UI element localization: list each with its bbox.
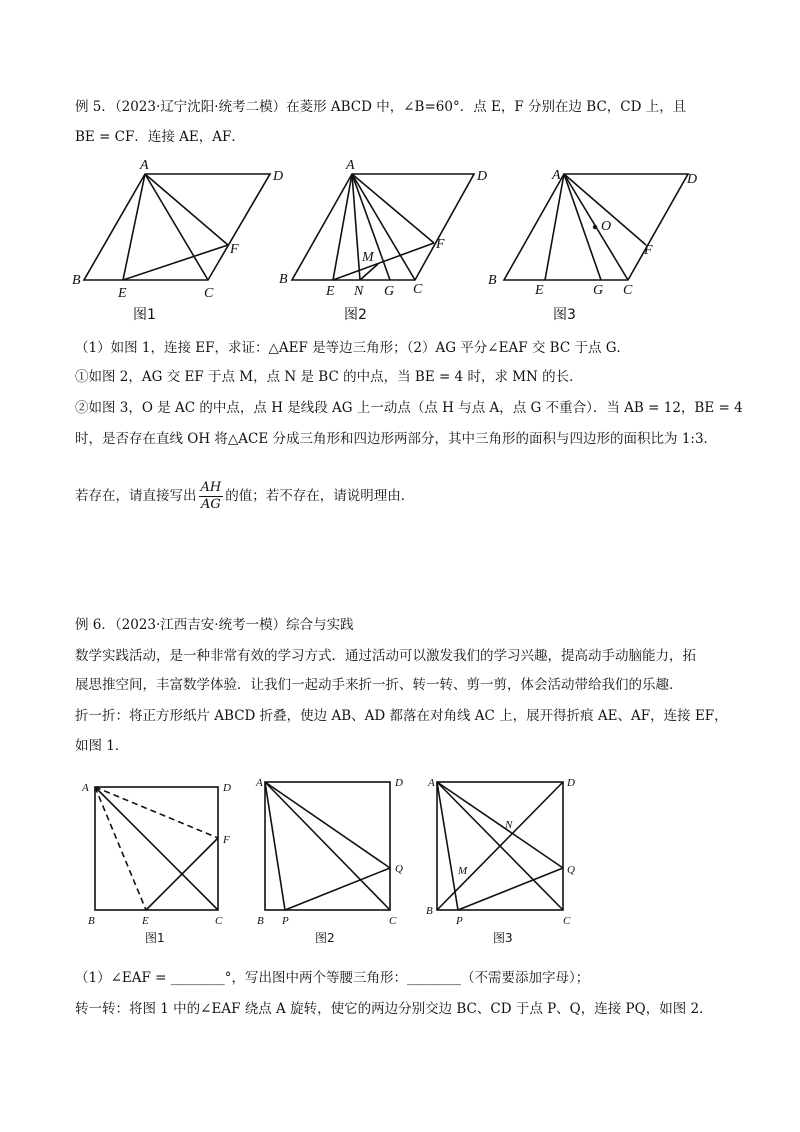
ex5-fig2-label-B: B (279, 272, 288, 287)
ex5-fig2-label-G: G (384, 284, 395, 299)
ex5-fig1-AE (123, 174, 145, 280)
ex5-fig3-label-D: D (687, 172, 698, 187)
ex5-fig3-label-C: C (623, 283, 633, 298)
ex5-figure-svg (60, 155, 760, 325)
ex6-fig2-label-Q: Q (395, 863, 403, 875)
ex5-fig2-label-M: M (362, 250, 374, 265)
ex6-fold-line-end: 如图 1． (75, 738, 129, 754)
ex5-condition-line: BE = CF．连接 AE，AF． (75, 129, 245, 145)
ex5-fig3-label-O: O (601, 219, 612, 234)
ex6-fig1-AE (95, 787, 146, 910)
ex5-fig2-label-N: N (354, 284, 364, 299)
ex5-q2b-suffix: 的值；若不存在，请说明理由． (225, 488, 415, 504)
ex5-fig1-AF (145, 174, 228, 245)
ex6-intro-line2: 展思推空间，丰富数学体验．让我们一起动手来折一折、转一转、剪一剪，体会活动带给我们的乐趣． (75, 677, 683, 693)
ex6-fig2-label-P: P (282, 915, 289, 927)
ex5-fig3-caption: 图3 (553, 307, 576, 323)
ex6-fig1-label-F: F (223, 834, 230, 846)
ex5-fig3-label-F: F (644, 243, 653, 258)
ex5-fig1-EF (123, 245, 228, 280)
ex6-fig1-caption: 图1 (145, 931, 165, 945)
ex6-fig3-label-Q: Q (567, 864, 575, 876)
ex6-title-line: 例 6．（2023·江西吉安·统考一模）综合与实践 (75, 617, 354, 633)
ex5-fig2-label-A: A (346, 158, 355, 173)
ex6-fig3-label-B: B (426, 905, 433, 917)
ex5-fig3-label-E: E (535, 283, 544, 298)
ex5-title-line: 例 5．（2023·辽宁沈阳·统考二模）在菱形 ABCD 中，∠B=60°．点 E，F 分别在边 BC，CD 上，且 (75, 99, 687, 115)
ex5-fig1-label-E: E (118, 286, 127, 301)
ex6-fig3-label-C: C (563, 915, 571, 927)
ex6-fig1-label-A: A (82, 782, 89, 794)
ex6-fig3-label-D: D (567, 777, 575, 789)
ex6-fig1-label-E: E (142, 915, 149, 927)
ex5-fig1-label-A: A (140, 158, 149, 173)
ex6-question-1: （1）∠EAF = ________°，写出图中两个等腰三角形：________（不需要添加字母）； (75, 970, 590, 986)
ex6-fig3-label-A: A (428, 777, 435, 789)
ex6-fig2-PQ (285, 868, 390, 910)
ex5-fig2-label-C: C (413, 282, 423, 297)
ex5-question-2b-line3 (75, 478, 735, 514)
ex5-fig2-label-E: E (326, 284, 335, 299)
ex5-fraction-AH-AG (199, 480, 224, 513)
ex6-fig2-AQ (265, 782, 390, 868)
ex6-fig3-PQ (458, 868, 563, 910)
ex6-fig3-label-N: N (505, 819, 513, 831)
ex6-fig1-label-C: C (215, 915, 223, 927)
ex5-figures (60, 155, 760, 325)
ex5-fig2-label-D: D (477, 169, 488, 184)
ex5-q2b-prefix: 若存在，请直接写出 (75, 488, 197, 504)
ex6-fig2-label-B: B (257, 915, 264, 927)
ex5-question-2a: ①如图 2，AG 交 EF 于点 M，点 N 是 BC 的中点，当 BE = 4 时，求 MN 的长． (75, 369, 583, 385)
ex5-fig1-label-C: C (204, 286, 214, 301)
fraction-numerator: AH (200, 480, 222, 495)
ex6-figure-svg (70, 770, 750, 950)
ex6-fig1-AF (95, 787, 218, 838)
ex6-fig1-label-B: B (88, 915, 95, 927)
ex6-fold-line: 折一折：将正方形纸片 ABCD 折叠，使边 AB、AD 都落在对角线 AC 上，展开得折痕 AE、AF，连接 EF， (75, 708, 728, 724)
ex6-fig2-label-A: A (256, 777, 263, 789)
ex5-fig3-label-A: A (552, 168, 561, 183)
ex5-fig1-AC (145, 174, 208, 280)
ex6-fig2-AC (265, 782, 390, 910)
ex5-fig3-label-B: B (488, 273, 497, 288)
ex6-rotate-line: 转一转：将图 1 中的∠EAF 绕点 A 旋转，使它的两边分别交边 BC、CD 于点 P、Q，连接 PQ，如图 2． (75, 1001, 713, 1017)
ex6-fig2-AP (265, 782, 285, 910)
ex5-fig1-label-B: B (72, 273, 81, 288)
ex5-fig1-label-F: F (230, 242, 239, 257)
ex5-fig2-label-F: F (436, 237, 445, 252)
ex6-fig3-AQ (437, 782, 563, 868)
ex6-fig1-label-D: D (223, 782, 231, 794)
ex5-question-1: （1）如图 1，连接 EF，求证：△AEF 是等边三角形；（2）AG 平分∠EAF 交 BC 于点 G． (75, 340, 631, 356)
ex6-intro-line1: 数学实践活动，是一种非常有效的学习方式．通过活动可以激发我们的学习兴趣，提高动手动脑能力，拓 (75, 648, 696, 664)
ex5-fig1-caption: 图1 (133, 307, 156, 323)
ex5-fig1-label-D: D (273, 169, 284, 184)
ex5-fig3-point-O (593, 225, 597, 229)
fraction-denominator: AG (200, 497, 221, 512)
ex6-fig1-AC (95, 787, 218, 910)
ex5-fig3-label-G: G (593, 283, 604, 298)
ex6-fig3-label-M: M (458, 865, 468, 877)
ex6-fig2-label-C: C (389, 915, 397, 927)
ex6-fig3-label-P: P (456, 915, 463, 927)
ex6-fig2-caption: 图2 (315, 931, 335, 945)
ex6-fig2-label-D: D (395, 777, 403, 789)
ex5-fig2-caption: 图2 (344, 307, 367, 323)
ex5-fig2-AN (352, 174, 360, 280)
ex5-question-2b-line1: ②如图 3，O 是 AC 的中点，点 H 是线段 AG 上一动点（点 H 与点 A，点 G 不重合）．当 AB = 12，BE = 4 (75, 400, 743, 416)
ex5-question-2b-line2: 时，是否存在直线 OH 将△ACE 分成三角形和四边形两部分，其中三角形的面积与四边形的面积比为 1:3． (75, 431, 718, 447)
ex6-fig3-caption: 图3 (493, 931, 513, 945)
ex6-figures (70, 770, 750, 950)
